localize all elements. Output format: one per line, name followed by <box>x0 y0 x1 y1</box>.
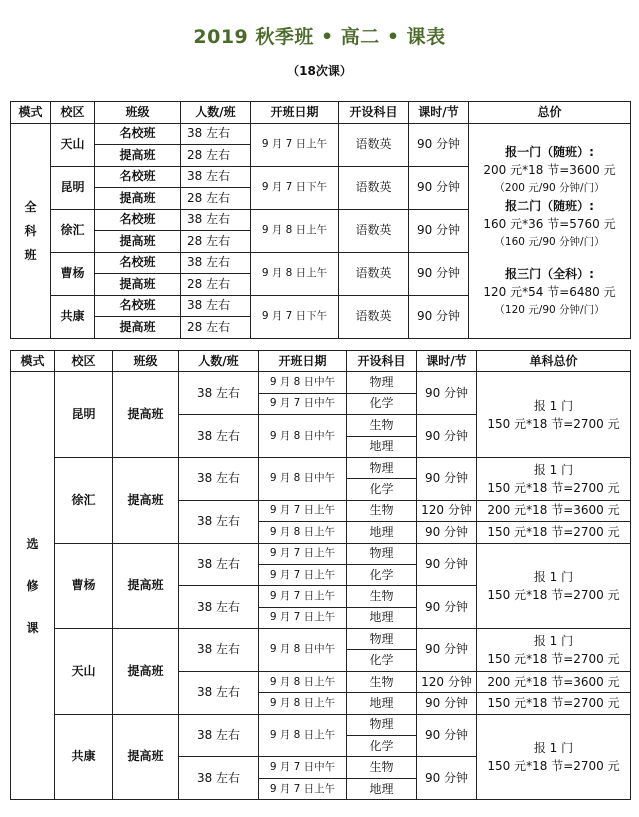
table-row <box>11 714 631 735</box>
price-label: 报一门（随班）: <box>505 144 594 159</box>
class-cell: 提高班 <box>113 372 179 458</box>
price-formula: 150 元*18 节=2700 元 <box>487 651 620 666</box>
class-cell: 名校班 <box>95 123 181 145</box>
price-formula: 150 元*18 节=2700 元 <box>487 480 620 495</box>
price-label: 报二门（随班）: <box>505 198 594 213</box>
date-cell: 9 月 7 日上午 <box>259 586 347 607</box>
header-subjects: 开设科目 <box>339 102 409 124</box>
subjects-cell: 语数英 <box>339 123 409 166</box>
price-cell <box>477 543 631 629</box>
header-class: 班级 <box>95 102 181 124</box>
mode-cell <box>11 372 55 800</box>
subject-cell: 生物 <box>347 757 417 778</box>
price-cell <box>477 457 631 500</box>
date-cell: 9 月 7 日中午 <box>259 757 347 778</box>
subject-cell: 化学 <box>347 393 417 414</box>
campus-cell: 共康 <box>55 714 113 800</box>
date-cell: 9 月 7 日下午 <box>251 295 339 338</box>
class-cell: 提高班 <box>113 457 179 543</box>
page-title: 2019 秋季班 • 高二 • 课表 <box>193 26 446 48</box>
header-campus: 校区 <box>51 102 95 124</box>
subjects-cell: 语数英 <box>339 166 409 209</box>
subject-cell: 地理 <box>347 778 417 799</box>
subjects-cell: 语数英 <box>339 295 409 338</box>
size-cell: 38 左右 <box>179 457 259 500</box>
class-cell: 提高班 <box>113 714 179 800</box>
date-cell: 9 月 8 日中午 <box>259 372 347 393</box>
hours-cell: 90 分钟 <box>417 415 477 458</box>
subject-cell: 物理 <box>347 629 417 650</box>
subjects-cell: 语数英 <box>339 252 409 295</box>
size-cell: 38 左右 <box>179 586 259 629</box>
price-formula: 150 元*18 节=2700 元 <box>487 416 620 431</box>
size-cell: 38 左右 <box>181 166 251 188</box>
hours-cell: 90 分钟 <box>417 457 477 500</box>
table-row <box>11 123 631 145</box>
header-hours: 课时/节 <box>409 102 469 124</box>
subject-cell: 物理 <box>347 457 417 478</box>
size-cell: 28 左右 <box>181 145 251 167</box>
price-cell <box>477 629 631 672</box>
mode-char: 修 <box>26 578 39 593</box>
subject-cell: 地理 <box>347 693 417 714</box>
hours-cell: 90 分钟 <box>409 295 469 338</box>
date-cell: 9 月 8 日中午 <box>259 629 347 672</box>
price-cell: 200 元*18 节=3600 元 <box>477 500 631 521</box>
subject-cell: 地理 <box>347 607 417 628</box>
price-label: 报 1 门 <box>533 569 574 584</box>
hours-cell: 120 分钟 <box>417 671 477 692</box>
header-subjects: 开设科目 <box>347 351 417 372</box>
hours-cell: 90 分钟 <box>417 543 477 586</box>
header-size: 人数/班 <box>179 351 259 372</box>
subject-cell: 地理 <box>347 436 417 457</box>
date-cell: 9 月 7 日上午 <box>259 564 347 585</box>
subject-cell: 化学 <box>347 564 417 585</box>
date-cell: 9 月 7 日上午 <box>259 778 347 799</box>
full-course-table <box>10 101 631 339</box>
subject-cell: 物理 <box>347 372 417 393</box>
campus-cell: 徐汇 <box>55 457 113 543</box>
price-cell: 200 元*18 节=3600 元 <box>477 671 631 692</box>
page-subtitle: （18次课） <box>287 64 352 78</box>
price-label: 报 1 门 <box>533 740 574 755</box>
header-hours: 课时/节 <box>417 351 477 372</box>
subject-cell: 化学 <box>347 479 417 500</box>
date-cell: 9 月 7 日上午 <box>259 607 347 628</box>
table-row <box>11 457 631 478</box>
campus-cell: 昆明 <box>51 166 95 209</box>
date-cell: 9 月 8 日上午 <box>259 714 347 757</box>
size-cell: 38 左右 <box>179 671 259 714</box>
table-row <box>11 629 631 650</box>
subjects-cell: 语数英 <box>339 209 409 252</box>
class-cell: 提高班 <box>95 317 181 339</box>
header-total-price: 总价 <box>469 102 631 124</box>
header-mode: 模式 <box>11 102 51 124</box>
header-mode: 模式 <box>11 351 55 372</box>
mode-char: 科 <box>24 223 37 238</box>
price-cell <box>477 714 631 800</box>
subject-cell: 化学 <box>347 650 417 671</box>
size-cell: 38 左右 <box>181 123 251 145</box>
size-cell: 38 左右 <box>181 209 251 231</box>
table-row <box>11 543 631 564</box>
date-cell: 9 月 7 日上午 <box>259 543 347 564</box>
header-single-price: 单科总价 <box>477 351 631 372</box>
campus-cell: 曹杨 <box>55 543 113 629</box>
header-start-date: 开班日期 <box>259 351 347 372</box>
hours-cell: 90 分钟 <box>417 693 477 714</box>
size-cell: 38 左右 <box>179 757 259 800</box>
size-cell: 28 左右 <box>181 188 251 210</box>
size-cell: 38 左右 <box>179 372 259 415</box>
campus-cell: 天山 <box>55 629 113 715</box>
size-cell: 38 左右 <box>181 252 251 274</box>
price-formula: 120 元*54 节=6480 元 <box>483 284 616 299</box>
campus-cell: 徐汇 <box>51 209 95 252</box>
hours-cell: 90 分钟 <box>409 123 469 166</box>
table-row <box>11 372 631 393</box>
date-cell: 9 月 7 日上午 <box>259 500 347 521</box>
size-cell: 38 左右 <box>179 629 259 672</box>
subject-cell: 生物 <box>347 671 417 692</box>
date-cell: 9 月 8 日上午 <box>259 522 347 543</box>
subject-cell: 生物 <box>347 586 417 607</box>
date-cell: 9 月 8 日上午 <box>251 209 339 252</box>
class-cell: 名校班 <box>95 252 181 274</box>
hours-cell: 90 分钟 <box>417 629 477 672</box>
campus-cell: 曹杨 <box>51 252 95 295</box>
header-campus: 校区 <box>55 351 113 372</box>
header-class: 班级 <box>113 351 179 372</box>
price-cell: 150 元*18 节=2700 元 <box>477 693 631 714</box>
table-header-row <box>11 102 631 124</box>
hours-cell: 90 分钟 <box>417 372 477 415</box>
price-note: （200 元/90 分钟/门） <box>494 181 605 194</box>
class-cell: 名校班 <box>95 166 181 188</box>
date-cell: 9 月 7 日下午 <box>251 166 339 209</box>
price-note: （120 元/90 分钟/门） <box>494 303 605 316</box>
mode-char: 全 <box>24 199 37 214</box>
header-start-date: 开班日期 <box>251 102 339 124</box>
campus-cell: 昆明 <box>55 372 113 458</box>
class-cell: 提高班 <box>113 629 179 715</box>
date-cell: 9 月 7 日上午 <box>251 123 339 166</box>
size-cell: 38 左右 <box>179 500 259 543</box>
size-cell: 28 左右 <box>181 231 251 253</box>
size-cell: 38 左右 <box>179 415 259 458</box>
subject-cell: 物理 <box>347 714 417 735</box>
hours-cell: 90 分钟 <box>409 166 469 209</box>
size-cell: 28 左右 <box>181 274 251 296</box>
hours-cell: 90 分钟 <box>409 252 469 295</box>
elective-course-table <box>10 350 631 800</box>
price-label: 报 1 门 <box>533 462 574 477</box>
hours-cell: 90 分钟 <box>417 522 477 543</box>
price-label: 报三门（全科）: <box>505 266 594 281</box>
subject-cell: 生物 <box>347 415 417 436</box>
table-header-row <box>11 351 631 372</box>
hours-cell: 90 分钟 <box>417 586 477 629</box>
class-cell: 提高班 <box>95 145 181 167</box>
date-cell: 9 月 8 日中午 <box>259 415 347 458</box>
class-cell: 提高班 <box>113 543 179 629</box>
subject-cell: 物理 <box>347 543 417 564</box>
hours-cell: 90 分钟 <box>417 757 477 800</box>
price-formula: 160 元*36 节=5760 元 <box>483 216 616 231</box>
mode-char: 班 <box>24 247 37 262</box>
price-cell <box>477 372 631 458</box>
date-cell: 9 月 8 日上午 <box>259 671 347 692</box>
price-formula: 200 元*18 节=3600 元 <box>483 162 616 177</box>
mode-cell <box>11 123 51 338</box>
size-cell: 38 左右 <box>179 714 259 757</box>
campus-cell: 共康 <box>51 295 95 338</box>
size-cell: 38 左右 <box>179 543 259 586</box>
date-cell: 9 月 8 日上午 <box>259 693 347 714</box>
mode-char: 选 <box>26 536 39 551</box>
size-cell: 38 左右 <box>181 295 251 317</box>
subject-cell: 地理 <box>347 522 417 543</box>
hours-cell: 90 分钟 <box>417 714 477 757</box>
price-formula: 150 元*18 节=2700 元 <box>487 587 620 602</box>
hours-cell: 120 分钟 <box>417 500 477 521</box>
price-cell <box>469 123 631 338</box>
class-cell: 名校班 <box>95 295 181 317</box>
header-size: 人数/班 <box>181 102 251 124</box>
price-formula: 150 元*18 节=2700 元 <box>487 758 620 773</box>
date-cell: 9 月 7 日中午 <box>259 393 347 414</box>
class-cell: 提高班 <box>95 231 181 253</box>
price-label: 报 1 门 <box>533 398 574 413</box>
mode-char: 课 <box>26 620 39 635</box>
class-cell: 名校班 <box>95 209 181 231</box>
subject-cell: 生物 <box>347 500 417 521</box>
hours-cell: 90 分钟 <box>409 209 469 252</box>
subject-cell: 化学 <box>347 736 417 757</box>
price-label: 报 1 门 <box>533 633 574 648</box>
price-note: （160 元/90 分钟/门） <box>494 235 605 248</box>
price-cell: 150 元*18 节=2700 元 <box>477 522 631 543</box>
class-cell: 提高班 <box>95 274 181 296</box>
campus-cell: 天山 <box>51 123 95 166</box>
date-cell: 9 月 8 日中午 <box>259 457 347 500</box>
size-cell: 28 左右 <box>181 317 251 339</box>
date-cell: 9 月 8 日上午 <box>251 252 339 295</box>
class-cell: 提高班 <box>95 188 181 210</box>
